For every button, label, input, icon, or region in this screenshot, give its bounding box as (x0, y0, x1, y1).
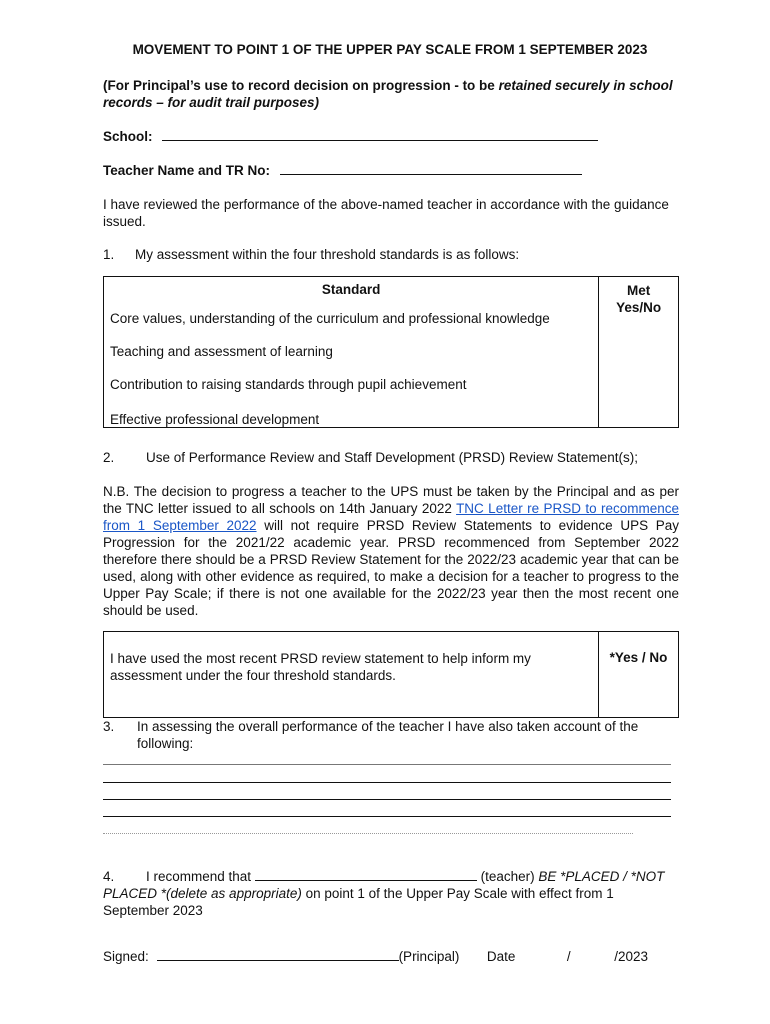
date-slash[interactable]: / (566, 949, 571, 964)
date-label: Date (486, 949, 516, 964)
standard-row-4: Effective professional development (110, 412, 320, 427)
signed-label: Signed: (103, 949, 149, 964)
section-1-number: 1. (103, 247, 115, 262)
answer-line-1[interactable] (103, 764, 671, 765)
section-4-recommendation (103, 868, 683, 919)
section-2-text: Use of Performance Review and Staff Development (PRSD) Review Statement(s); (146, 450, 638, 465)
section-1-text: My assessment within the four threshold standards is as follows: (135, 247, 520, 262)
standard-header: Standard (321, 282, 381, 297)
teacher-label: Teacher Name and TR No: (103, 163, 271, 178)
intro-normal-text: (For Principal’s use to record decision on progression - to be (103, 78, 499, 93)
prsd-usage-box (103, 631, 679, 718)
section-3-heading (103, 718, 683, 752)
met-header-line2: Yes/No (616, 300, 662, 315)
answer-line-5[interactable] (103, 833, 633, 834)
nb-paragraph (103, 483, 679, 619)
school-field[interactable] (103, 128, 598, 144)
answer-line-4[interactable] (103, 816, 671, 817)
section-3-number: 3. (103, 719, 115, 734)
intro-note (103, 77, 683, 111)
standards-column (104, 277, 599, 428)
principal-label: (Principal) (398, 949, 460, 964)
section-4-teacher-label: (teacher) (480, 869, 535, 884)
standards-table (103, 276, 679, 428)
teacher-blank-line[interactable] (280, 162, 582, 175)
section-2-number: 2. (103, 450, 115, 465)
met-header (599, 277, 678, 316)
prsd-usage-statement: I have used the most recent PRSD review statement to help inform my assessment under the four threshold standards. (104, 632, 599, 718)
section-1-heading (103, 246, 683, 263)
section-4-text-after: on point 1 of the Upper Pay Scale with effect from 1 September 2023 (103, 886, 614, 918)
nb-text-after-link: will not require PRSD Review Statements to evidence UPS Pay Progression for the 2021/22 academic year. PRSD recommenced from September 2022 therefore there should be a PRSD Review Statement for the 2022/23 academic year that can be used, along with other evidence as required, to make a decision for a teacher to progress to the Upper Pay Scale; if there is not one available for the 2022/23 year then the most recent one should be used. (103, 518, 679, 618)
recommended-teacher-blank[interactable] (255, 868, 477, 881)
placed-options[interactable]: BE *PLACED / *NOT PLACED *(delete as appropriate) (103, 869, 665, 901)
prsd-yes-no[interactable]: *Yes / No (599, 632, 679, 718)
standard-row-3: Contribution to raising standards through pupil achievement (110, 377, 467, 392)
intro-italic-text: retained securely in school records – for audit trail purposes) (103, 78, 673, 110)
document-title: MOVEMENT TO POINT 1 OF THE UPPER PAY SCALE FROM 1 SEPTEMBER 2023 (132, 42, 648, 57)
section-3-text: In assessing the overall performance of the teacher I have also taken account of the following: (137, 719, 639, 751)
met-header-line1: Met (626, 283, 651, 298)
school-blank-line[interactable] (162, 128, 598, 141)
standard-row-1: Core values, understanding of the curriculum and professional knowledge (110, 311, 550, 326)
section-2-heading (103, 449, 683, 466)
signature-blank[interactable] (157, 948, 399, 961)
standard-row-2: Teaching and assessment of learning (110, 344, 333, 359)
met-column[interactable] (599, 277, 679, 428)
date-year[interactable]: /2023 (614, 949, 649, 964)
signature-line (103, 948, 703, 965)
teacher-field[interactable] (103, 162, 582, 178)
nb-text-before-link: N.B. The decision to progress a teacher to the UPS must be taken by the Principal and as per the TNC letter issued to all schools on 14th January 2022 (103, 484, 679, 516)
section-4-number: 4. (103, 869, 115, 884)
answer-line-2[interactable] (103, 782, 671, 783)
tnc-letter-link[interactable]: TNC Letter re PRSD to recommence from 1 September 2022 (103, 501, 679, 533)
school-label: School: (103, 129, 153, 144)
answer-line-3[interactable] (103, 799, 671, 800)
section-4-text-before: I recommend that (146, 869, 252, 884)
review-statement: I have reviewed the performance of the above-named teacher in accordance with the guidance issued. (103, 197, 669, 229)
